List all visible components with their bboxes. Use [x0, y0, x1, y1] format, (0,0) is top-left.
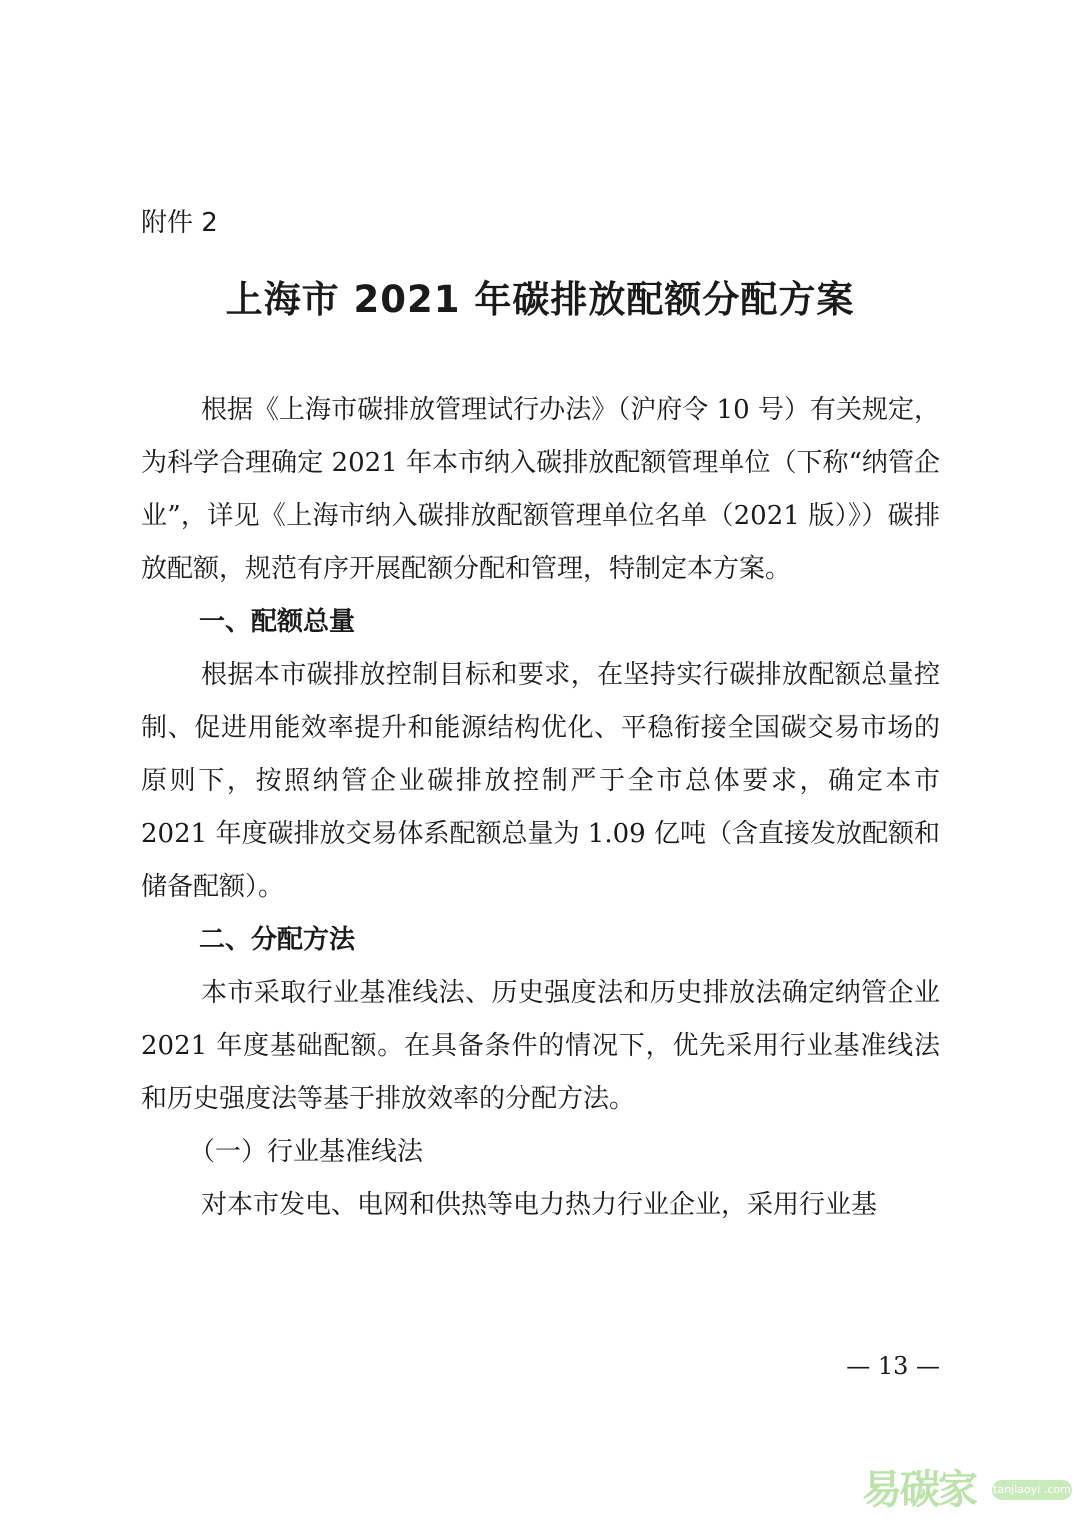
- method-separator: 和: [623, 978, 650, 1008]
- watermark-badge: tanjiaoyi .com: [992, 1480, 1072, 1500]
- document-title: 上海市 2021 年碳排放配额分配方案: [225, 278, 855, 321]
- section-body-quota-total: 根据本市碳排放控制目标和要求，在坚持实行碳排放配额总量控制、促进用能效率提升和能源结构优化、平稳衔接全国碳交易市场的原则下，按照纳管企业碳排放控制严于全市总体要求，确定本市 2021 年度碳排放交易体系配额总量为 1.09 亿吨（含直接发放配额和储备配额）。: [141, 660, 940, 902]
- section-heading-quota-total: 一、配额总量: [199, 607, 356, 637]
- watermark-logo: [858, 1450, 1073, 1520]
- document-body: [141, 384, 940, 1232]
- subsection-body-benchmark: 对本市发电、电网和供热等电力热力行业企业，采用行业基: [201, 1190, 878, 1220]
- method-intro-text: 本市采取: [201, 978, 307, 1008]
- method-separator: 、: [465, 978, 492, 1008]
- section-heading-allocation-method: 二、分配方法: [199, 925, 356, 955]
- attachment-label: 附件 2: [141, 208, 218, 238]
- method-detail-text: 确定纳管企业 2021 年度基础配额。在具备条件的情况下，优先采用行业基准线法和历史强度法等基于排放效率的分配方法。: [141, 978, 940, 1114]
- method-historical-emission: 历史排放法: [649, 978, 782, 1008]
- method-historical-intensity: 历史强度法: [491, 978, 624, 1008]
- intro-paragraph: 根据《上海市碳排放管理试行办法》（沪府令 10 号）有关规定，为科学合理确定 2021 年本市纳入碳排放配额管理单位（下称“纳管企业”，详见《上海市纳入碳排放配额管理单位名单（2021 版）》）碳排放配额，规范有序开展配额分配和管理，特制定本方案。: [141, 395, 940, 584]
- method-benchmark: 行业基准线法: [306, 978, 466, 1008]
- subsection-heading-benchmark: （一）行业基准线法: [189, 1137, 424, 1167]
- section-body-allocation-method: [141, 967, 940, 1126]
- watermark-text: 易碳家: [862, 1467, 976, 1513]
- page-number: — 13 —: [846, 1352, 940, 1380]
